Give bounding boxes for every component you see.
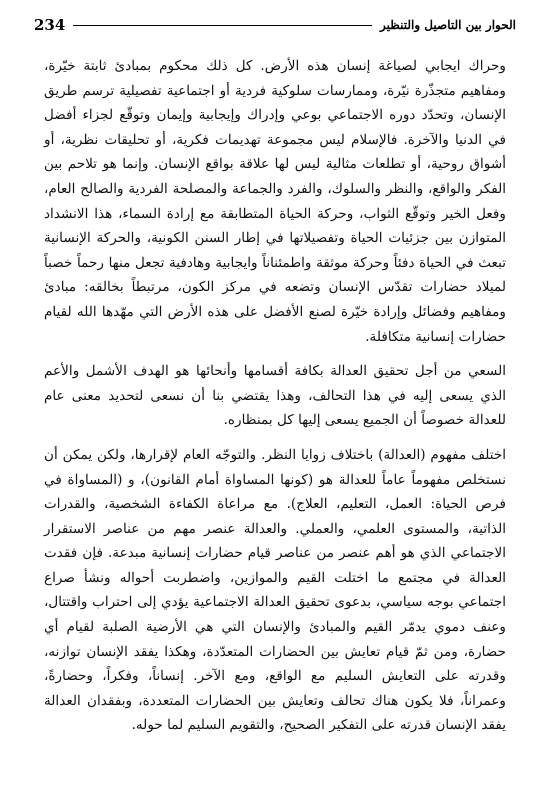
page-header [34, 14, 516, 36]
paragraph-2: السعي من أجل تحقيق العدالة بكافة أقسامها وأنحائها هو الهدف الأشمل والأعم الذي يسعى إليه في هذا التحالف، وهذا يقتضي بنا أن نسعى لتحديد معنى عام للعدالة خصوصاً أن الجميع يسعى إليها كل بمنظاره. [44, 363, 506, 429]
paragraph-1: وحراك ايجابي لصياغة إنسان هذه الأرض. كل ذلك محكوم بمبادئ ثابتة خيّرة، ومفاهيم متجذّرة نيّرة، وممارسات سلوكية فردية أو اجتماعية تفصيلية ترسم طريق الإنسان، وتحدّد دوره الاجتماعي بوعي وإدراك وإيجابية وإيمان وتوقّع لجزاء أفضل في الدنيا والآخرة. فالإسلام ليس مجموعة تهديمات فكرية، أو تحليقات نظرية، أو أشواق روحية، أو تطلعات مثالية ليس لها علاقة بواقع الإنسان. وإنما هو تلاحم بين الفكر والواقع، والنظر والسلوك، والفرد والجماعة والمصلحة الفردية والصالح العام، وفعل الخير وتوقّع الثواب، وحركة الحياة المتطابقة مع إرادة السماء، هذا الانشداد المتوازن بين جزئيات الحياة وتفصيلاتها في إطار السنن الكونية، والحركة الإنسانية تبعث في الحياة دفئاً وحركة موثقة واطمئناناً وايجابية وهادفية تجعل منها رحماً خصباً لميلاد حضارات تقدّس الإنسان وتضعه في مركز الكون، مرتبطاً بخالقه: مبادئ ومفاهيم وفضائل وإرادة خيّرة لصنع الأفضل على هذه الأرض التي مهّدها الله لقيام حضارات إنسانية متكافلة. [44, 58, 506, 345]
paragraph-3: اختلف مفهوم (العدالة) باختلاف زوايا النظر. والتوجّه العام لإقرارها، ولكن يمكن أن نستخلص مفهوماً عاماً للعدالة هو (كونها المساواة أمام القانون)، و (المساواة في فرص الحياة: العمل، التعليم، العلاج). مع مراعاة الكفاءة الشخصية، والقدرات الذاتية، والمستوى العلمي، والعملي. والعدالة عنصر مهم من عناصر الاستقرار الاجتماعي الذي هو أهم عنصر من عناصر قيام حضارات إنسانية مبدعة. فإن فقدت العدالة في مجتمع ما اختلت القيم والموازين، واضطربت أحواله ونشأ صراع اجتماعي بوجه سياسي، بدعوى تحقيق العدالة الاجتماعية يؤدي إلى احتراب واقتتال، وعنف دموي يدمّر القيم والمبادئ والإنسان التي هي الأرضية الصلبة لقيام أي حضارة، ومن ثمّ قيام تعايش بين الحضارات المتعدّدة، وهكذا يفقد الإنسان توازنه، وقدرته على التعايش السليم مع الواقع، ومع الآخر. إنساناً، وفكراً، وحضارةً، وعمراناً، فلا يكون هناك تحالف وتعايش بين الحضارات المتعددة، وبفقدان العدالة يفقد الإنسان قدرته على التفكير الصحيح، والتقويم السليم لما حوله. [44, 446, 506, 734]
page-body [44, 54, 506, 770]
running-title: الحوار بين التاصيل والتنظير [380, 18, 516, 32]
header-rule [73, 25, 372, 26]
page-number: 234 [34, 16, 66, 34]
